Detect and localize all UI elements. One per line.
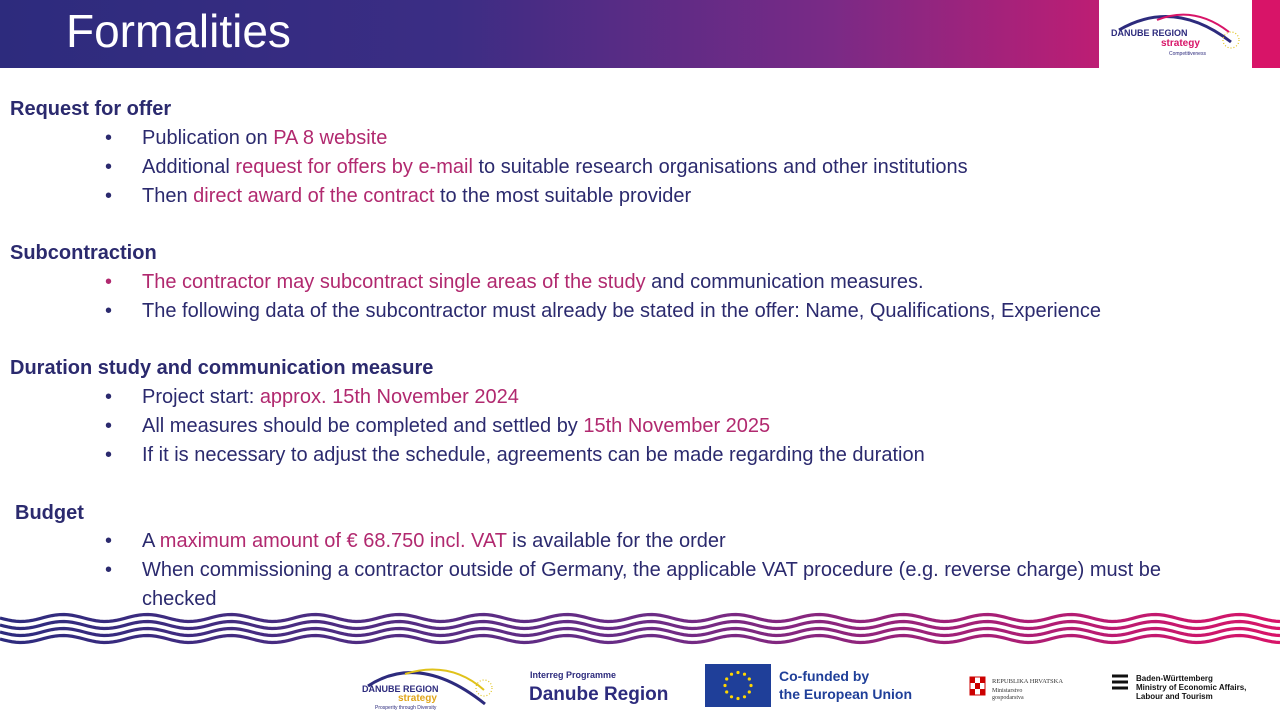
bullet-dot-icon: •	[105, 444, 113, 466]
logo-arc-icon	[1099, 0, 1252, 68]
highlighted-text: request for offers by e-mail	[235, 156, 473, 178]
bullet-dot-icon: •	[105, 127, 113, 149]
bullet-item	[105, 127, 388, 150]
danube-strategy-footer-logo	[362, 670, 492, 711]
bullet-dot-icon: •	[105, 156, 113, 178]
svg-text:Danube Region: Danube Region	[529, 684, 669, 705]
header-accent	[1252, 0, 1280, 68]
svg-text:REPUBLIKA HRVATSKA: REPUBLIKA HRVATSKA	[992, 678, 1064, 685]
section-heading: Request for offer	[10, 98, 172, 120]
svg-text:Interreg Programme: Interreg Programme	[530, 670, 617, 680]
bullet-text: All measures should be completed and settled by	[142, 415, 584, 437]
bullet-item	[105, 444, 925, 467]
svg-text:DANUBE REGION: DANUBE REGION	[362, 684, 439, 694]
svg-text:Prosperity through Diversity: Prosperity through Diversity	[375, 705, 437, 711]
bullet-text: to the most suitable provider	[434, 185, 692, 207]
svg-text:Labour and Tourism: Labour and Tourism	[1136, 692, 1213, 701]
bullet-text: The following data of the subcontractor must already be stated in the offer: Name, Qualifications, Experience	[142, 300, 1102, 322]
highlighted-text: direct award of the contract	[193, 185, 435, 207]
bullet-text: A	[142, 530, 160, 552]
highlighted-text: approx. 15th November 2024	[259, 386, 519, 408]
section-heading: Subcontraction	[10, 242, 157, 264]
svg-text:DANUBE REGION: DANUBE REGION	[1111, 28, 1188, 38]
bullet-dot-icon: •	[105, 386, 113, 408]
bullet-text: If it is necessary to adjust the schedule, agreements can be made regarding the duration	[142, 444, 925, 466]
title-banner	[0, 0, 1280, 68]
bullet-item	[105, 185, 692, 208]
bullet-dot-icon: •	[105, 271, 113, 293]
bullet-text: When commissioning a contractor outside of Germany, the applicable VAT procedure (e.g. reverse charge) must be	[142, 559, 1162, 581]
bullet-item	[105, 156, 968, 179]
interreg-logo	[529, 670, 668, 705]
svg-text:Baden-Württemberg: Baden-Württemberg	[1136, 674, 1213, 683]
bullet-dot-icon: •	[105, 185, 113, 207]
bullet-text: Then	[142, 185, 194, 207]
bullet-item	[105, 300, 1102, 323]
baden-wuerttemberg-logo	[1112, 674, 1246, 701]
svg-text:Co-funded by: Co-funded by	[779, 668, 870, 684]
highlighted-text: PA 8 website	[273, 127, 388, 149]
bullet-dot-icon: •	[105, 300, 113, 322]
highlighted-text: The contractor may subcontract single areas of the study	[142, 271, 646, 293]
bullet-text: and communication measures.	[645, 271, 924, 293]
svg-text:gospodarstva: gospodarstva	[992, 695, 1024, 701]
highlighted-text: maximum amount of € 68.750 incl. VAT	[159, 530, 507, 552]
svg-text:Ministarstvo: Ministarstvo	[992, 688, 1023, 694]
bullet-item	[105, 415, 771, 438]
bullet-text: Additional	[142, 156, 236, 178]
svg-text:the European Union: the European Union	[779, 686, 912, 702]
bullet-text: Publication on	[142, 127, 274, 149]
bullet-item	[105, 530, 726, 553]
bullet-dot-icon: •	[105, 415, 113, 437]
bullet-item	[105, 271, 924, 294]
bullet-text: to suitable research organisations and other institutions	[472, 156, 968, 178]
bullet-item	[105, 559, 1162, 582]
section-heading: Duration study and communication measure	[10, 357, 434, 379]
bullet-text: Project start:	[142, 386, 260, 408]
svg-text:Ministry of Economic Affairs,: Ministry of Economic Affairs,	[1136, 683, 1247, 692]
bullet-item	[142, 588, 217, 611]
decorative-waves	[0, 612, 1280, 652]
highlighted-text: 15th November 2025	[583, 415, 771, 437]
croatia-ministry-logo	[970, 677, 1063, 701]
danube-strategy-logo	[1099, 0, 1252, 68]
svg-text:strategy: strategy	[1161, 38, 1200, 49]
bullet-item	[105, 386, 519, 409]
bullet-text: is available for the order	[506, 530, 726, 552]
page-title: Formalities	[66, 5, 291, 57]
svg-text:strategy: strategy	[398, 693, 437, 704]
svg-text:Competitiveness: Competitiveness	[1169, 51, 1206, 57]
eu-flag-logo	[705, 664, 912, 707]
bullet-dot-icon: •	[105, 559, 113, 581]
partner-logos	[0, 652, 1280, 720]
bullet-dot-icon: •	[105, 530, 113, 552]
section-heading: Budget	[15, 502, 84, 524]
bullet-text: checked	[142, 588, 217, 610]
